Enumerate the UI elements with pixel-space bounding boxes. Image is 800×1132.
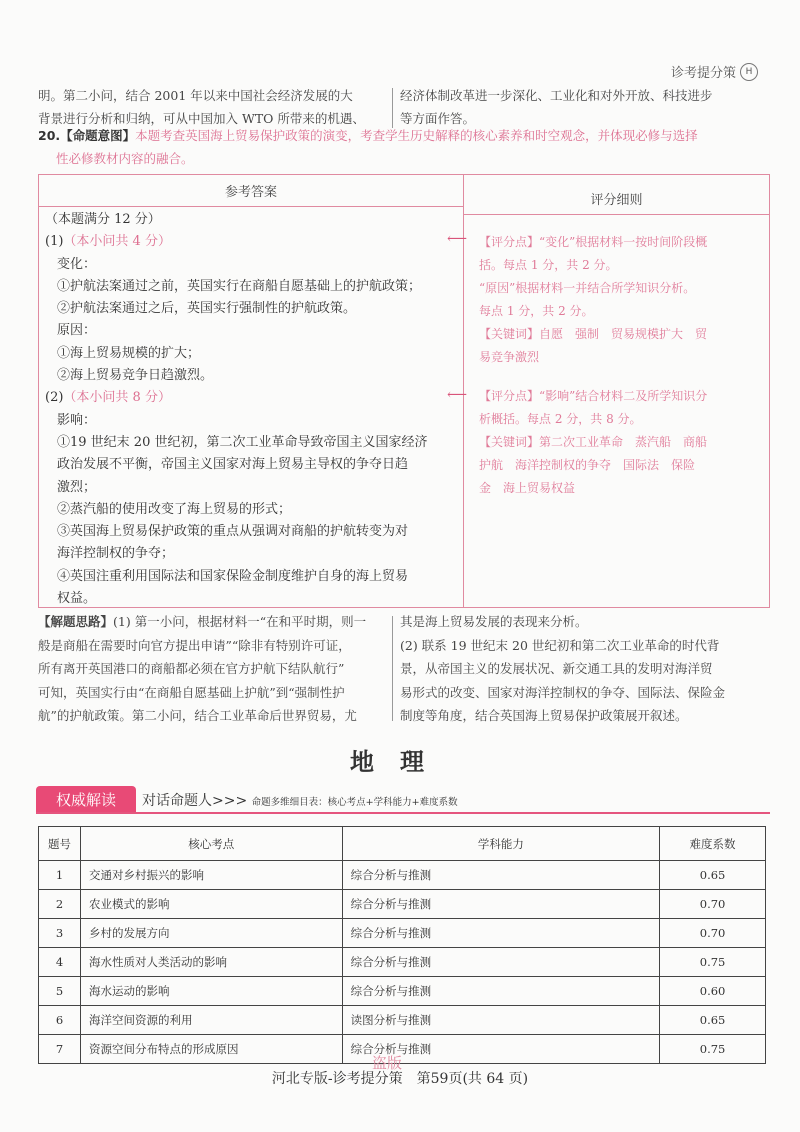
answer-line: ①护航法案通过之前，英国实行在商船自愿基础上的护航政策； bbox=[57, 278, 422, 294]
exam-spec-table bbox=[38, 826, 766, 1064]
rule-line: 【评分点】“变化”根据材料一按时间阶段概 bbox=[479, 235, 708, 249]
answer-line: 影响： bbox=[57, 412, 97, 428]
text-line: 其是海上贸易发展的表现来分析。 bbox=[400, 614, 588, 629]
scoring-rules-1 bbox=[479, 231, 764, 369]
rule-line: 析概括。每点 2 分，共 8 分。 bbox=[479, 412, 642, 426]
text-line: 景，从帝国主义的发展状况、新交通工具的发明对海洋贸 bbox=[400, 661, 713, 676]
core-topic: 乡村的发展方向 bbox=[80, 919, 342, 948]
answer-line: 原因： bbox=[57, 323, 97, 339]
thinking-tag: 【解题思路】 bbox=[38, 614, 114, 629]
answer-line: 激烈； bbox=[57, 479, 97, 495]
answer-line: 权益。 bbox=[57, 591, 97, 607]
part-number: (1) bbox=[45, 234, 64, 250]
core-topic: 海洋空间资源的利用 bbox=[80, 1006, 342, 1035]
column-header: 难度系数 bbox=[660, 827, 766, 861]
answer-line: 政治发展不平衡，帝国主义国家对海上贸易主导权的争夺日趋 bbox=[57, 457, 409, 473]
part-number: (2) bbox=[45, 390, 64, 406]
row-number: 7 bbox=[39, 1035, 81, 1064]
brand-logo-icon: H bbox=[740, 63, 758, 81]
table-row bbox=[39, 1006, 766, 1035]
difficulty: 0.70 bbox=[660, 890, 766, 919]
section-banner bbox=[36, 786, 770, 814]
rule-line: 护航 海洋控制权的争夺 国际法 保险 bbox=[479, 458, 696, 472]
answer-line: ②护航法案通过之后，英国实行强制性的护航政策。 bbox=[57, 301, 357, 317]
answer-line: ①海上贸易规模的扩大； bbox=[57, 345, 201, 361]
full-score: （本题满分 12 分） bbox=[45, 212, 161, 227]
answer-box bbox=[38, 174, 770, 608]
row-number: 5 bbox=[39, 977, 81, 1006]
difficulty: 0.75 bbox=[660, 1035, 766, 1064]
question-20-intent bbox=[38, 124, 768, 170]
answer-line: ④英国注重利用国际法和国家保险金制度维护自身的海上贸易 bbox=[57, 568, 409, 584]
subject-title: 地理 bbox=[350, 748, 450, 776]
part-score: （本小问共 4 分） bbox=[63, 234, 171, 250]
text-line: 明。第二小问，结合 2001 年以来中国社会经济发展的大 bbox=[38, 88, 353, 103]
row-number: 2 bbox=[39, 890, 81, 919]
core-topic: 资源空间分布特点的形成原因 bbox=[80, 1035, 342, 1064]
core-topic: 海水运动的影响 bbox=[80, 977, 342, 1006]
ability: 综合分析与推测 bbox=[342, 890, 660, 919]
text-line: (1) 第一小问，根据材料一“在和平时期，则一 bbox=[113, 614, 367, 629]
arrow-left-icon: ⟵ bbox=[447, 231, 468, 247]
core-topic: 农业模式的影响 bbox=[80, 890, 342, 919]
difficulty: 0.60 bbox=[660, 977, 766, 1006]
core-topic: 交通对乡村振兴的影响 bbox=[80, 861, 342, 890]
answer-line: 海洋控制权的争夺； bbox=[57, 546, 175, 562]
row-number: 1 bbox=[39, 861, 81, 890]
text-line: 可知，英国实行由“在商船自愿基础上护航”到“强制性护 bbox=[38, 684, 345, 700]
text-line: 经济体制改革进一步深化、工业化和对外开放、科技进步 bbox=[400, 88, 713, 103]
part-score: （本小问共 8 分） bbox=[63, 390, 171, 406]
intent-text: 本题考查英国海上贸易保护政策的演变，考查学生历史解释的核心素养和时空观念，并体现必修与选择 bbox=[135, 128, 698, 143]
column-divider bbox=[392, 88, 393, 128]
answer-content bbox=[45, 209, 460, 610]
brand-name: 诊考提分策 bbox=[670, 66, 736, 81]
ability: 综合分析与推测 bbox=[342, 919, 660, 948]
intent-tag: 【命题意图】 bbox=[60, 128, 136, 143]
answer-line: ②海上贸易竞争日趋激烈。 bbox=[57, 368, 214, 384]
brand-header bbox=[671, 62, 758, 81]
answer-line: ①19 世纪末 20 世纪初，第二次工业革命导致帝国主义国家经济 bbox=[57, 434, 428, 450]
banner-tag: 权威解读 bbox=[36, 786, 136, 812]
text-line: 制度等角度，结合英国海上贸易保护政策展开叙述。 bbox=[400, 708, 688, 723]
arrow-left-icon: ⟵ bbox=[447, 387, 468, 403]
ability: 读图分析与推测 bbox=[342, 1006, 660, 1035]
thinking-right bbox=[400, 610, 770, 728]
text-line: 所有离开英国港口的商船都必须在官方护航下结队航行” bbox=[38, 661, 345, 676]
ability: 综合分析与推测 bbox=[342, 861, 660, 890]
text-line: (2) 联系 19 世纪末 20 世纪初和第二次工业革命的时代背 bbox=[400, 637, 720, 653]
table-row bbox=[39, 977, 766, 1006]
column-header: 题号 bbox=[39, 827, 81, 861]
row-number: 6 bbox=[39, 1006, 81, 1035]
answer-line: 变化： bbox=[57, 256, 97, 272]
banner-title: 对话命题人>>> bbox=[142, 793, 248, 809]
watermark-stamp: 盗版 bbox=[372, 1054, 403, 1072]
column-header: 学科能力 bbox=[342, 827, 660, 861]
core-topic: 海水性质对人类活动的影响 bbox=[80, 948, 342, 977]
banner-subtitle: 命题多维细目表：核心考点+学科能力+难度系数 bbox=[251, 797, 458, 808]
table-row bbox=[39, 919, 766, 948]
intent-text: 性必修教材内容的融合。 bbox=[56, 151, 194, 166]
rule-line: 括。每点 1 分，共 2 分。 bbox=[479, 258, 618, 272]
column-divider bbox=[392, 616, 393, 721]
table-row bbox=[39, 948, 766, 977]
thinking-left bbox=[38, 610, 388, 728]
difficulty: 0.65 bbox=[660, 861, 766, 890]
text-line: 般是商船在需要时向官方提出申请”“除非有特别许可证， bbox=[38, 637, 351, 653]
text-line: 等方面作答。 bbox=[400, 111, 476, 126]
rule-line: 【关键词】第二次工业革命 蒸汽船 商船 bbox=[479, 435, 708, 449]
column-header: 核心考点 bbox=[80, 827, 342, 861]
page-footer: 河北专版-诊考提分策 第59页(共 64 页) bbox=[271, 1071, 529, 1087]
rule-line: 易竞争激烈 bbox=[479, 350, 540, 364]
table-row bbox=[39, 861, 766, 890]
ability: 综合分析与推测 bbox=[342, 1035, 660, 1064]
difficulty: 0.75 bbox=[660, 948, 766, 977]
row-number: 4 bbox=[39, 948, 81, 977]
table-header-row bbox=[39, 827, 766, 861]
rule-line: 【评分点】“影响”结合材料二及所学知识分 bbox=[479, 389, 708, 403]
rule-line: 每点 1 分，共 2 分。 bbox=[479, 304, 594, 318]
ability: 综合分析与推测 bbox=[342, 977, 660, 1006]
ability: 综合分析与推测 bbox=[342, 948, 660, 977]
difficulty: 0.70 bbox=[660, 919, 766, 948]
rule-line: “原因”根据材料一并结合所学知识分析。 bbox=[479, 281, 696, 295]
answer-line: ③英国海上贸易保护政策的重点从强调对商船的护航转变为对 bbox=[57, 524, 409, 540]
difficulty: 0.65 bbox=[660, 1006, 766, 1035]
text-line: 航”的护航政策。第二小问，结合工业革命后世界贸易，尤 bbox=[38, 708, 357, 723]
scoring-rules-2 bbox=[479, 385, 764, 500]
table-row bbox=[39, 890, 766, 919]
text-line: 背景进行分析和归纳，可从中国加入 WTO 所带来的机遇、 bbox=[38, 111, 365, 126]
row-number: 3 bbox=[39, 919, 81, 948]
rule-line: 金 海上贸易权益 bbox=[479, 481, 576, 495]
answer-header: 参考答案 bbox=[39, 175, 463, 207]
text-line: 易形式的改变、国家对海洋控制权的争夺、国际法、保险金 bbox=[400, 684, 726, 700]
scoring-header: 评分细则 bbox=[464, 183, 769, 215]
answer-line: ②蒸汽船的使用改变了海上贸易的形式； bbox=[57, 501, 292, 517]
rule-line: 【关键词】自愿 强制 贸易规模扩大 贸 bbox=[479, 327, 708, 341]
question-number: 20. bbox=[38, 128, 61, 143]
